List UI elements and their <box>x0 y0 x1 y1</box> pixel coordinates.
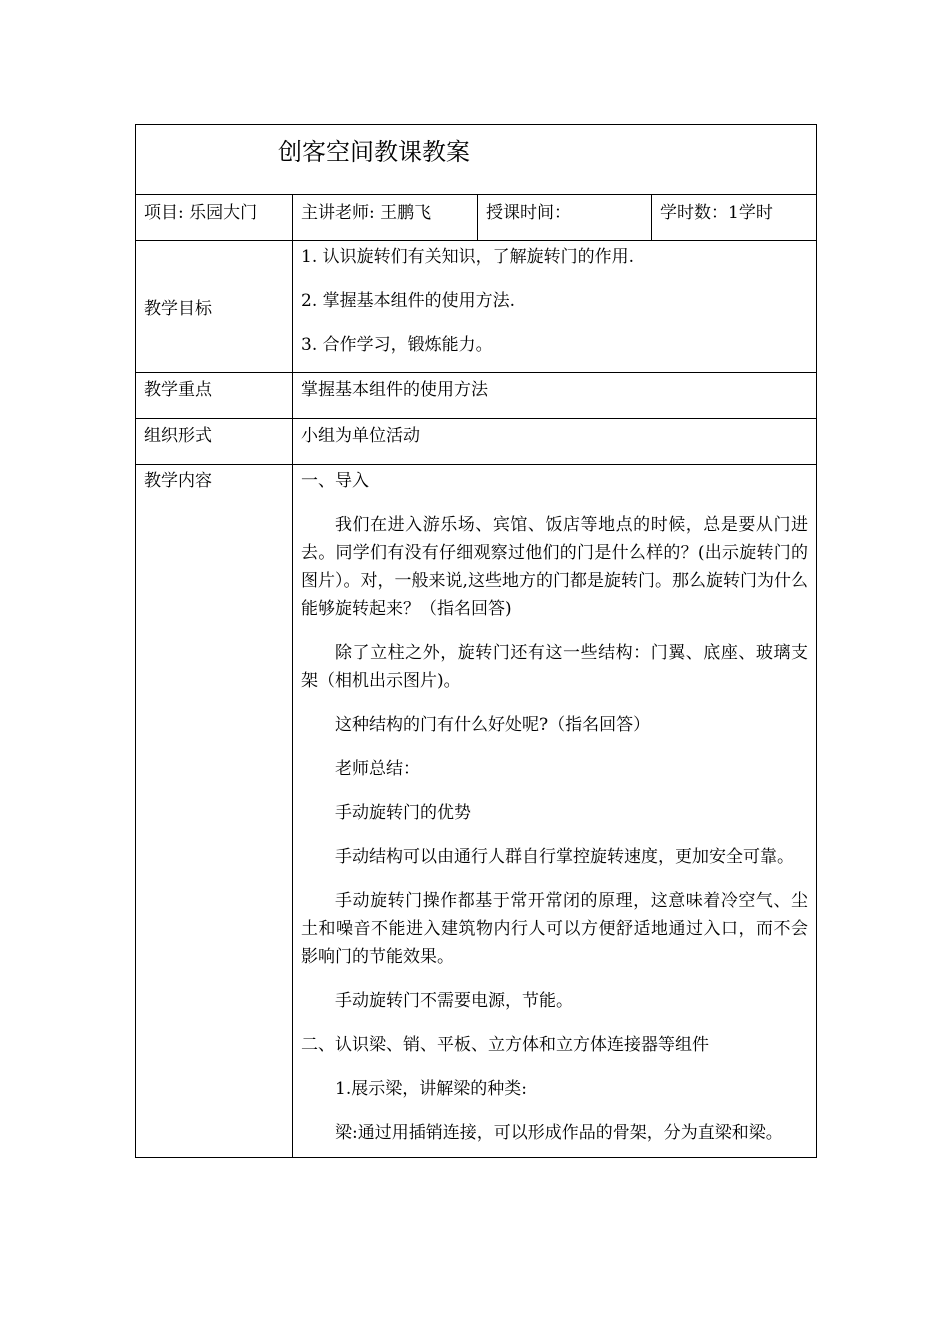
lesson-plan-table <box>135 124 817 1158</box>
content-paragraph: 手动旋转门的优势 <box>335 803 471 823</box>
document-title: 创客空间教课教案 <box>278 138 470 166</box>
goal-item: 2. 掌握基本组件的使用方法. <box>301 291 516 311</box>
organization-value: 小组为单位活动 <box>293 419 817 465</box>
content-paragraph: 手动结构可以由通行人群自行掌控旋转速度，更加安全可靠。 <box>335 847 794 867</box>
goal-item: 1. 认识旋转们有关知识，了解旋转门的作用. <box>301 247 635 267</box>
teacher-cell: 主讲老师: 王鹏飞 <box>293 195 478 241</box>
focus-value: 掌握基本组件的使用方法 <box>293 373 817 419</box>
class-time-cell: 授课时间： <box>478 195 652 241</box>
goals-label: 教学目标 <box>136 241 293 373</box>
focus-label: 教学重点 <box>136 373 293 419</box>
section-heading: 一、导入 <box>301 471 369 491</box>
content-paragraph: 这种结构的门有什么好处呢?（指名回答） <box>335 715 651 735</box>
content-cell <box>293 465 817 1158</box>
content-paragraph: 我们在进入游乐场、宾馆、饭店等地点的时候，总是要从门进去。同学们有没有仔细观察过他们的门是什么样的？(出示旋转门的图片）。对，一般来说,这些地方的门都是旋转门。那么旋转门为什么能够旋转起来？（指名回答) <box>301 515 808 619</box>
organization-label: 组织形式 <box>136 419 293 465</box>
content-paragraph: 1.展示梁，讲解梁的种类: <box>335 1079 527 1099</box>
goals-cell <box>293 241 817 373</box>
content-paragraph: 梁:通过用插销连接，可以形成作品的骨架，分为直梁和梁。 <box>335 1123 783 1143</box>
section-heading: 二、认识梁、销、平板、立方体和立方体连接器等组件 <box>301 1035 709 1055</box>
project-cell: 项目: 乐园大门 <box>136 195 293 241</box>
goal-item: 3. 合作学习，锻炼能力。 <box>301 335 493 355</box>
content-label: 教学内容 <box>136 465 293 1158</box>
title-cell <box>136 125 817 195</box>
content-paragraph: 老师总结： <box>335 759 420 779</box>
content-paragraph: 除了立柱之外，旋转门还有这一些结构：门翼、底座、玻璃支架（相机出示图片)。 <box>301 643 808 691</box>
credit-hours-cell: 学时数：1学时 <box>652 195 817 241</box>
content-paragraph: 手动旋转门不需要电源，节能。 <box>335 991 573 1011</box>
content-paragraph: 手动旋转门操作都基于常开常闭的原理，这意味着冷空气、尘土和噪音不能进入建筑物内行人可以方便舒适地通过入口，而不会影响门的节能效果。 <box>301 891 808 967</box>
